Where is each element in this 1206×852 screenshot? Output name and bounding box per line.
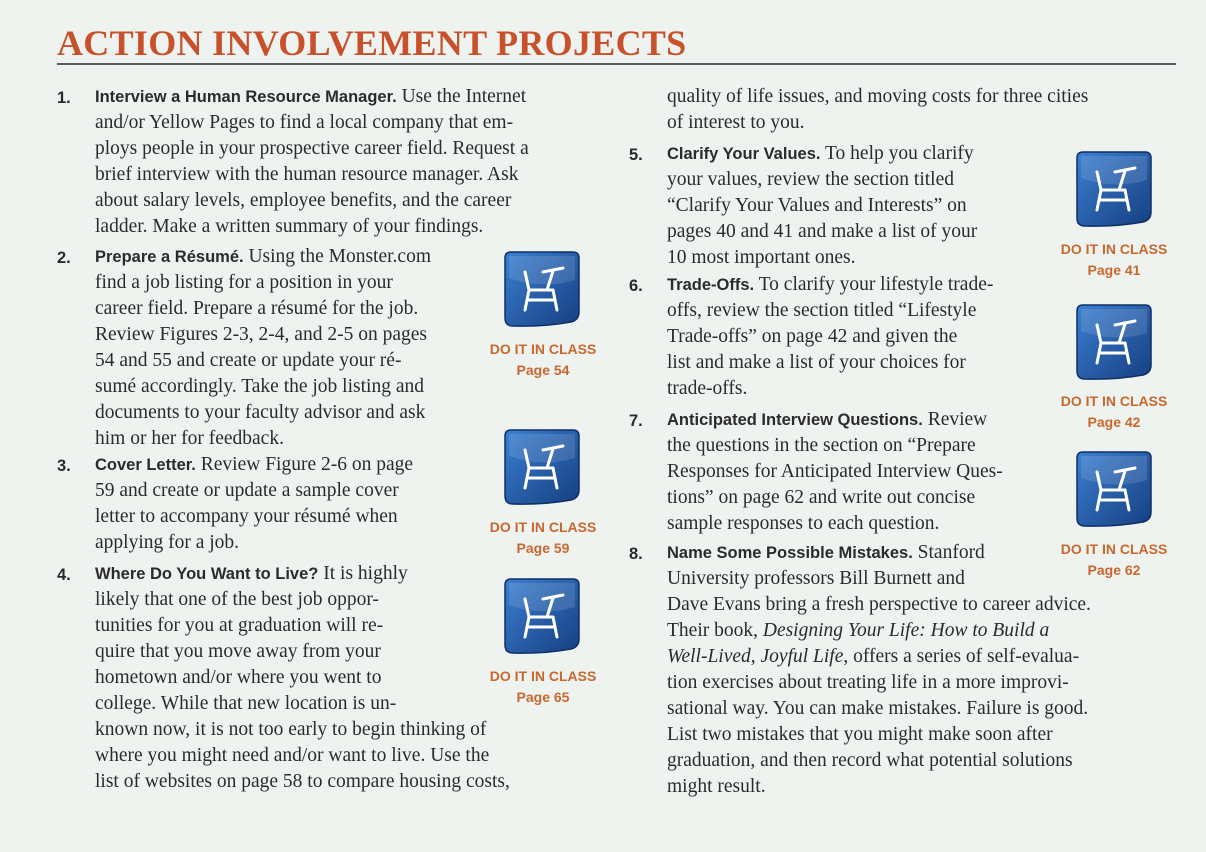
item-number: 7. xyxy=(629,412,643,430)
desk-icon xyxy=(1075,150,1153,228)
desk-icon xyxy=(1075,450,1153,528)
item-number: 5. xyxy=(629,146,643,164)
book-title: Designing Your Life: How to Build a xyxy=(762,620,1050,641)
desk-icon xyxy=(503,577,581,655)
desk-icon xyxy=(503,428,581,506)
item-title: Interview a Human Resource Manager. xyxy=(95,88,397,106)
list-item: 5. Clarify Your Values. To help you clarify your values, review the section titled “Clarify Your Values and Interests” on pages 40 and 41 and make a list of your 10 most important ones. xyxy=(629,143,978,268)
do-it-in-class-badge: DO IT IN CLASS Page 59 xyxy=(489,519,597,556)
item-title: Anticipated Interview Questions. xyxy=(667,411,923,429)
book-title: Well-Lived, Joyful Life xyxy=(667,646,844,667)
item-number: 3. xyxy=(57,457,71,475)
list-item: 7. Anticipated Interview Questions. Review the questions in the section on “Prepare Responses for Anticipated Interview Ques- tions” on page 62 and write out concise sample responses to each question. xyxy=(629,409,1003,534)
page-title: ACTION INVOLVEMENT PROJECTS xyxy=(57,23,687,63)
do-it-in-class-badge: DO IT IN CLASS Page 62 xyxy=(1060,541,1168,578)
do-it-in-class-badge: DO IT IN CLASS Page 65 xyxy=(489,668,597,705)
item-title: Where Do You Want to Live? xyxy=(95,565,319,583)
item-title: Prepare a Résumé. xyxy=(95,248,244,266)
desk-icon xyxy=(503,250,581,328)
item-title: Clarify Your Values. xyxy=(667,145,821,163)
list-item: 6. Trade-Offs. To clarify your lifestyle trade- offs, review the section titled “Lifestyle Trade-offs” on page 42 and given the list and make a list of your choices for trade-offs. xyxy=(629,274,994,399)
list-item: 8. Name Some Possible Mistakes. Stanford University professors Bill Burnett and Dave Evans bring a fresh perspective to career advice. Their book, Designing Your Life: How to Build a Well-Lived, Joyful Life, offers a series of self-evalua- tion exercises about treating life in a more improvi- sational way. You can make mistakes. Failure is good. List two mistakes that you might make soon after graduation, and then record what potential solutions might result. xyxy=(629,542,1091,797)
list-item: 1. Interview a Human Resource Manager. Use the Internet and/or Yellow Pages to find a local company that em- ploys people in your prospective career field. Request a brief interview with the human resource manager. Ask about salary levels, employee benefits, and the career ladder. Make a written summary of your findings. xyxy=(57,86,529,237)
list-item: 4. Where Do You Want to Live? It is highly likely that one of the best job oppor- tunities for you at graduation will re- quire that you move away from your hometown and/or where you went to college. While that new location is un- known now, it is not too early to begin thinking of where you might need and/or want to live. Use the list of websites on page 58 to compare housing costs, xyxy=(57,563,510,792)
item-title: Trade-Offs. xyxy=(667,276,755,294)
list-item: 2. Prepare a Résumé. Using the Monster.com find a job listing for a position in your career field. Prepare a résumé for the job. Review Figures 2-3, 2-4, and 2-5 on pages 54 and 55 and create or update your ré- sumé accordingly. Take the job listing and documents to your faculty advisor and ask him or her for feedback. xyxy=(57,246,431,449)
do-it-in-class-badge: DO IT IN CLASS Page 42 xyxy=(1060,393,1168,430)
do-it-in-class-badge: DO IT IN CLASS Page 54 xyxy=(489,341,597,378)
title-rule xyxy=(57,63,1176,65)
list-item-continuation: quality of life issues, and moving costs for three cities of interest to you. xyxy=(667,86,1089,133)
item-title: Name Some Possible Mistakes. xyxy=(667,544,913,562)
do-it-in-class-badge: DO IT IN CLASS Page 41 xyxy=(1060,241,1168,278)
item-number: 6. xyxy=(629,277,643,295)
item-number: 2. xyxy=(57,249,71,267)
item-number: 4. xyxy=(57,566,71,584)
item-title: Cover Letter. xyxy=(95,456,196,474)
list-item: 3. Cover Letter. Review Figure 2-6 on page 59 and create or update a sample cover letter to accompany your résumé when applying for a job. xyxy=(57,454,414,553)
item-number: 1. xyxy=(57,89,71,107)
desk-icon xyxy=(1075,303,1153,381)
item-number: 8. xyxy=(629,545,643,563)
